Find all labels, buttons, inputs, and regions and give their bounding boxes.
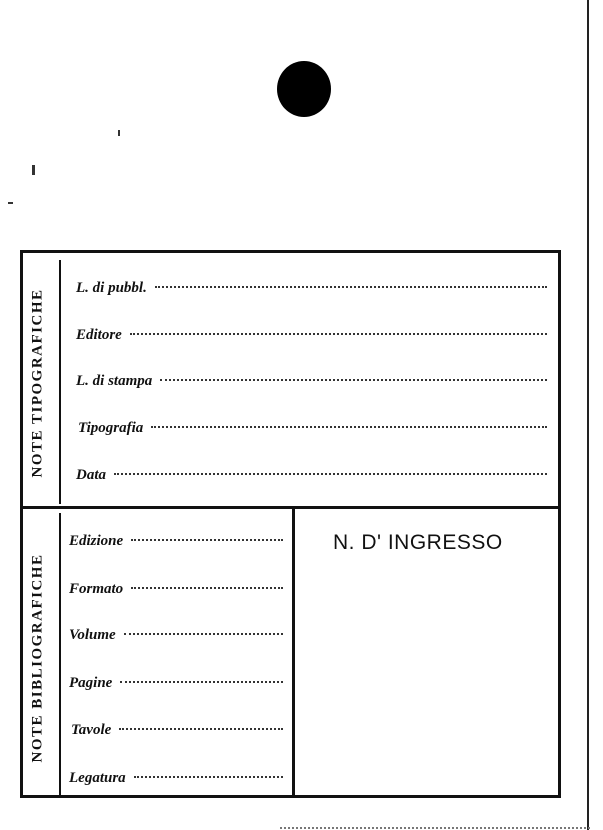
speck xyxy=(8,202,13,204)
field-luogo-pubblicazione xyxy=(76,280,547,304)
field-tipografia xyxy=(78,420,547,444)
punch-hole xyxy=(277,61,331,117)
field-tavole xyxy=(71,722,283,746)
page-edge-line xyxy=(587,0,589,830)
section-title-bibliografiche: NOTE BIBLIOGRAFICHE xyxy=(29,553,46,763)
field-label: Formato xyxy=(69,581,124,597)
speck xyxy=(32,165,35,175)
dotted-fill-line xyxy=(155,286,547,288)
field-formato xyxy=(69,581,283,605)
field-label: Edizione xyxy=(69,533,124,549)
dotted-fill-line xyxy=(114,473,547,475)
ingresso-number-label: N. D' INGRESSO xyxy=(333,531,503,554)
field-label: L. di stampa xyxy=(76,373,153,389)
field-label: Tipografia xyxy=(78,420,144,436)
field-label: Legatura xyxy=(69,770,126,786)
field-label: Editore xyxy=(76,327,122,343)
field-label: Data xyxy=(76,467,106,483)
field-label: Pagine xyxy=(69,675,113,691)
dotted-fill-line xyxy=(119,728,283,730)
field-pagine xyxy=(69,675,283,699)
field-label: Volume xyxy=(69,627,116,643)
column-rule xyxy=(59,260,61,504)
field-label: L. di pubbl. xyxy=(76,280,147,296)
dotted-fill-line xyxy=(134,776,283,778)
field-data xyxy=(76,467,547,491)
dotted-fill-line xyxy=(120,681,283,683)
field-editore xyxy=(76,327,547,351)
dotted-fill-line xyxy=(151,426,547,428)
dotted-fill-line xyxy=(131,539,283,541)
field-label: Tavole xyxy=(71,722,112,738)
field-volume xyxy=(69,627,283,651)
scan-noise xyxy=(280,815,590,829)
dotted-fill-line xyxy=(124,633,283,635)
catalog-card xyxy=(20,250,561,798)
dotted-fill-line xyxy=(131,587,283,589)
field-edizione xyxy=(69,533,283,557)
dotted-fill-line xyxy=(130,333,547,335)
section-title-tipografiche: NOTE TIPOGRAFICHE xyxy=(29,288,46,478)
field-luogo-stampa xyxy=(76,373,547,397)
section-divider xyxy=(23,506,558,509)
speck xyxy=(118,130,120,136)
column-rule xyxy=(292,509,295,795)
dotted-fill-line xyxy=(160,379,547,381)
field-legatura xyxy=(69,770,283,794)
column-rule xyxy=(59,513,61,795)
